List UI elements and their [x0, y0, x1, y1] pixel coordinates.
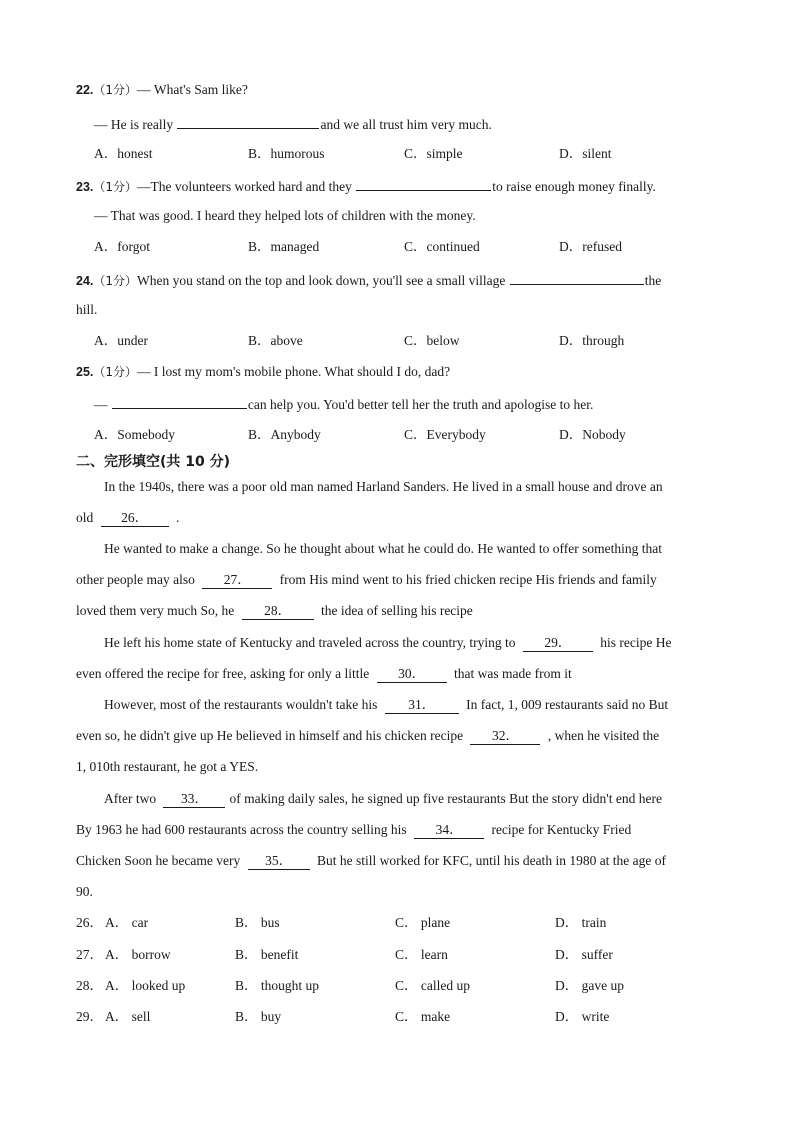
cloze-blank-30[interactable]: 30． — [377, 666, 447, 683]
cloze-blank-33[interactable]: 33． — [163, 791, 225, 808]
reply-text-before: — — [94, 397, 108, 412]
option-b[interactable]: B． buy — [235, 1009, 282, 1024]
cloze-options-row — [76, 945, 724, 965]
section-heading: 二、完形填空(共 10 分) — [76, 454, 231, 470]
cloze-blank-26[interactable]: 26． — [101, 510, 169, 527]
cloze-blank-29[interactable]: 29． — [523, 635, 593, 652]
passage-text: loved them very much So, he — [76, 603, 235, 618]
option-c[interactable]: C． plane — [395, 915, 451, 930]
question-number: 22. — [76, 83, 94, 97]
option-b[interactable]: B．managed — [248, 239, 320, 254]
question-25-reply — [94, 393, 724, 413]
question-score: （1分） — [93, 365, 138, 379]
passage-text: He left his home state of Kentucky and traveled across the country, trying to — [104, 635, 516, 650]
option-d[interactable]: D． suffer — [555, 947, 613, 962]
passage-line — [76, 601, 724, 621]
answer-blank[interactable] — [356, 175, 491, 191]
cloze-blank-31[interactable]: 31． — [385, 697, 459, 714]
option-b[interactable]: B．above — [248, 333, 303, 348]
passage-text: even offered the recipe for free, asking for only a little — [76, 666, 370, 681]
question-text-before: When you stand on the top and look down, you'll see a small village — [137, 273, 506, 288]
option-c[interactable]: C．Everybody — [404, 427, 486, 442]
passage-line — [76, 508, 724, 528]
passage-text: of making daily sales, he signed up five restaurants But the story didn't end here — [229, 791, 662, 806]
option-d[interactable]: D． write — [555, 1009, 610, 1024]
option-a[interactable]: A．forgot — [94, 239, 150, 254]
option-c[interactable]: C． called up — [395, 978, 470, 993]
reply-text: — That was good. I heard they helped lots of children with the money. — [94, 208, 476, 223]
option-b[interactable]: B． thought up — [235, 978, 320, 993]
passage-text: 1, 010th restaurant, he got a YES. — [76, 759, 259, 774]
answer-blank[interactable] — [177, 113, 319, 129]
question-23-stem — [76, 175, 724, 195]
option-b[interactable]: B．humorous — [248, 146, 325, 161]
question-text: — What's Sam like? — [137, 82, 248, 97]
passage-text: other people may also — [76, 572, 195, 587]
passage-text: Chicken Soon he became very — [76, 853, 241, 868]
cloze-options-row — [76, 913, 724, 933]
cloze-options-row — [76, 1007, 724, 1027]
passage-text: In the 1940s, there was a poor old man named Harland Sanders. He lived in a small house and drove an — [104, 479, 663, 494]
option-a[interactable]: A． borrow — [105, 947, 171, 962]
reply-text-after: and we all trust him very much. — [320, 117, 492, 132]
question-text-after: the — [644, 273, 662, 288]
passage-text: old — [76, 510, 94, 525]
question-number: 25. — [76, 365, 94, 379]
question-24-options — [94, 331, 724, 351]
reply-text-after: can help you. You'd better tell her the truth and apologise to her. — [247, 397, 594, 412]
passage-text: his recipe He — [600, 635, 672, 650]
option-a[interactable]: A． looked up — [105, 978, 186, 993]
option-c[interactable]: C． learn — [395, 947, 448, 962]
option-d[interactable]: D． gave up — [555, 978, 624, 993]
passage-line — [76, 851, 724, 871]
passage-text: 90. — [76, 884, 93, 899]
question-23-reply — [94, 206, 724, 226]
option-c[interactable]: C． make — [395, 1009, 451, 1024]
option-a[interactable]: A．Somebody — [94, 427, 175, 442]
passage-text: However, most of the restaurants wouldn't take his — [104, 697, 378, 712]
passage-line — [76, 757, 724, 777]
option-d[interactable]: D．refused — [559, 239, 622, 254]
question-25-stem — [76, 362, 724, 382]
option-b[interactable]: B．Anybody — [248, 427, 321, 442]
passage-line — [76, 882, 724, 902]
passage-text: recipe for Kentucky Fried — [491, 822, 632, 837]
question-number: 23. — [76, 180, 94, 194]
question-23-options — [94, 237, 724, 257]
cloze-options-row — [76, 976, 724, 996]
passage-text: even so, he didn't give up He believed in himself and his chicken recipe — [76, 728, 464, 743]
passage-text: After two — [104, 791, 157, 806]
option-a[interactable]: A． sell — [105, 1009, 151, 1024]
option-b[interactable]: B． bus — [235, 915, 280, 930]
passage-line — [76, 820, 724, 840]
option-a[interactable]: A．honest — [94, 146, 153, 161]
option-a[interactable]: A．under — [94, 333, 148, 348]
passage-text: the idea of selling his recipe — [320, 603, 473, 618]
passage-line — [104, 539, 724, 559]
option-c[interactable]: C．simple — [404, 146, 463, 161]
passage-line — [104, 695, 724, 715]
question-text-before: —The volunteers worked hard and they — [137, 179, 352, 194]
answer-blank[interactable] — [510, 269, 644, 285]
option-d[interactable]: D． train — [555, 915, 607, 930]
answer-blank[interactable] — [112, 393, 247, 409]
question-22-options — [94, 144, 724, 164]
passage-line — [104, 789, 724, 809]
question-22-stem — [76, 80, 724, 100]
passage-text: that was made from it — [454, 666, 572, 681]
question-24-stem — [76, 269, 724, 289]
passage-line — [76, 726, 724, 746]
passage-text: . — [176, 510, 180, 525]
reply-text-before: — He is really — [94, 117, 174, 132]
option-a[interactable]: A． car — [105, 915, 149, 930]
question-text-cont: hill. — [76, 302, 98, 317]
question-score: （1分） — [93, 274, 138, 288]
cloze-blank-28[interactable]: 28． — [242, 603, 314, 620]
option-d[interactable]: D．Nobody — [559, 427, 626, 442]
cloze-option-number: 29． — [76, 1009, 103, 1024]
question-24-stem-cont — [76, 300, 724, 320]
passage-text: from His mind went to his fried chicken recipe His friends and family — [279, 572, 657, 587]
passage-text: In fact, 1, 009 restaurants said no But — [466, 697, 669, 712]
option-c[interactable]: C．below — [404, 333, 460, 348]
option-d[interactable]: D．silent — [559, 146, 612, 161]
cloze-option-number: 28． — [76, 978, 103, 993]
cloze-option-number: 27． — [76, 947, 103, 962]
passage-line — [104, 477, 724, 497]
passage-line — [76, 664, 724, 684]
question-text-after: to raise enough money finally. — [492, 179, 656, 194]
passage-line — [104, 633, 724, 653]
passage-text: , when he visited the — [547, 728, 660, 743]
cloze-blank-32[interactable]: 32． — [470, 728, 540, 745]
option-b[interactable]: B． benefit — [235, 947, 299, 962]
option-c[interactable]: C．continued — [404, 239, 480, 254]
passage-line — [76, 570, 724, 590]
cloze-blank-34[interactable]: 34． — [414, 822, 484, 839]
passage-text: By 1963 he had 600 restaurants across the country selling his — [76, 822, 407, 837]
option-d[interactable]: D．through — [559, 333, 625, 348]
passage-text: But he still worked for KFC, until his death in 1980 at the age of — [316, 853, 667, 868]
cloze-blank-35[interactable]: 35． — [248, 853, 310, 870]
question-score: （1分） — [93, 180, 138, 194]
question-score: （1分） — [93, 83, 138, 97]
question-22-reply — [94, 113, 724, 133]
question-number: 24. — [76, 274, 94, 288]
question-text: — I lost my mom's mobile phone. What should I do, dad? — [137, 364, 451, 379]
cloze-option-number: 26． — [76, 915, 103, 930]
passage-text: He wanted to make a change. So he thought about what he could do. He wanted to offer something that — [104, 541, 662, 556]
question-25-options — [94, 425, 724, 445]
cloze-blank-27[interactable]: 27． — [202, 572, 272, 589]
